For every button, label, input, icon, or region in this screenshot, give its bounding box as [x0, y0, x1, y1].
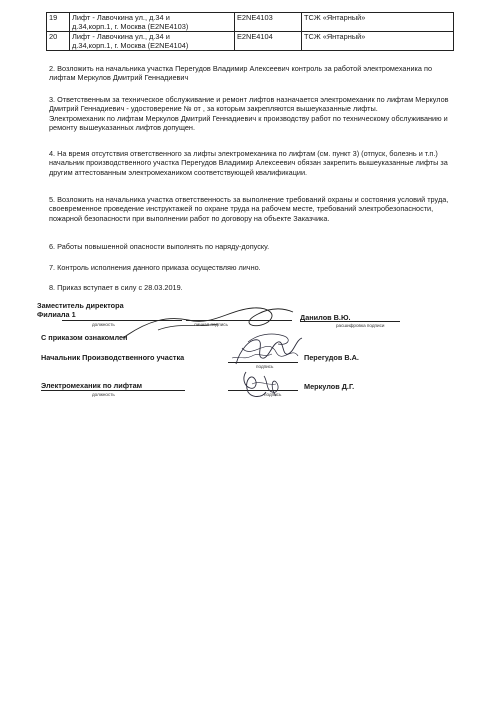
caption-position: должность	[92, 392, 115, 397]
row-code: E2NE4103	[235, 13, 302, 32]
paragraph-5	[49, 195, 449, 223]
paragraph-text: 8. Приказ вступает в силу с 28.03.2019.	[49, 283, 183, 292]
caption-decoding: расшифровка подписи	[336, 323, 385, 328]
table-row	[47, 32, 454, 51]
caption-position: должность	[92, 322, 115, 327]
decoding-line	[300, 321, 400, 322]
paragraph-8	[49, 283, 449, 292]
paragraph-6	[49, 242, 449, 251]
caption-sign: подпись	[264, 392, 282, 397]
caption-sign: подпись	[256, 364, 274, 369]
paragraph-3	[49, 95, 449, 132]
deputy-title-line2: Филиала 1	[37, 310, 76, 319]
row-address	[70, 32, 235, 51]
mech-handwritten-signature	[236, 368, 292, 402]
address-line: Лифт - Лавочкина ул., д.34 и	[72, 32, 170, 41]
mech-title: Электромеханик по лифтам	[41, 381, 143, 390]
chief-handwritten-signature	[228, 330, 308, 372]
lifts-table	[46, 12, 454, 51]
address-line: д.34,корп.1, г. Москва (E2NE4103)	[72, 22, 189, 31]
paragraph-text: 6. Работы повышенной опасности выполнять по наряду-допуску.	[49, 242, 270, 251]
paragraph-2	[49, 64, 449, 83]
row-organization: ТСЖ «Янтарный»	[302, 32, 454, 51]
deputy-title-line1: Заместитель директора	[37, 301, 124, 310]
address-line: Лифт - Лавочкина ул., д.34 и	[72, 13, 170, 22]
table-row	[47, 13, 454, 32]
paragraph-text: 2. Возложить на начальника участка Перегудов Владимир Алексеевич контроль за работой электромеханика по лифтам Меркулов Дмитрий Геннадиевич	[49, 64, 433, 83]
paragraph-text: Электромеханик по лифтам Меркулов Дмитрий Геннадиевич к производству работ по техническому обслуживанию и ремонту вышеуказанных лифтов допущен.	[49, 113, 448, 132]
acquainted-label: С приказом ознакомлен	[41, 333, 128, 342]
paragraph-text: 3. Ответственным за техническое обслуживание и ремонт лифтов назначается электромеханик по лифтам Меркулов Дмитрий Геннадиевич - удостоверение № от , за которым закрепляются вышеуказанные лифты.	[49, 95, 449, 114]
row-organization: ТСЖ «Янтарный»	[302, 13, 454, 32]
paragraph-text: 7. Контроль исполнения данного приказа осуществляю лично.	[49, 263, 261, 272]
row-number: 20	[47, 32, 70, 51]
row-number: 19	[47, 13, 70, 32]
row-code: E2NE4104	[235, 32, 302, 51]
chief-title: Начальник Производственного участка	[41, 353, 185, 362]
paragraph-4	[49, 149, 449, 177]
chief-name: Перегудов В.А.	[304, 353, 359, 362]
row-address	[70, 13, 235, 32]
deputy-name: Данилов В.Ю.	[300, 313, 351, 322]
mech-name: Меркулов Д.Г.	[304, 382, 355, 391]
paragraph-text: 5. Возложить на начальника участка ответственность за выполнение требований охраны и состояния условий труда, своевременное проведение инструктажей по охране труда на рабочем месте, требований электробезопасности, пожарной безопасности при выполнении работ по договору на объекте Заказчика.	[49, 195, 449, 223]
position-line	[41, 390, 185, 391]
address-line: д.34,корп.1, г. Москва (E2NE4104)	[72, 41, 189, 50]
paragraph-7	[49, 263, 449, 272]
paragraph-text: 4. На время отсутствия ответственного за лифты электромеханика по лифтам (см. пункт 3) (отпуск, болезнь и т.п.) начальник производственного участка Перегудов Владимир Алексеевич обязан закрепить вышеуказанные лифты за другим аттестованным электромехаником соответствующей квалификации.	[49, 149, 448, 177]
caption-personal-sign: личная подпись	[194, 322, 228, 327]
